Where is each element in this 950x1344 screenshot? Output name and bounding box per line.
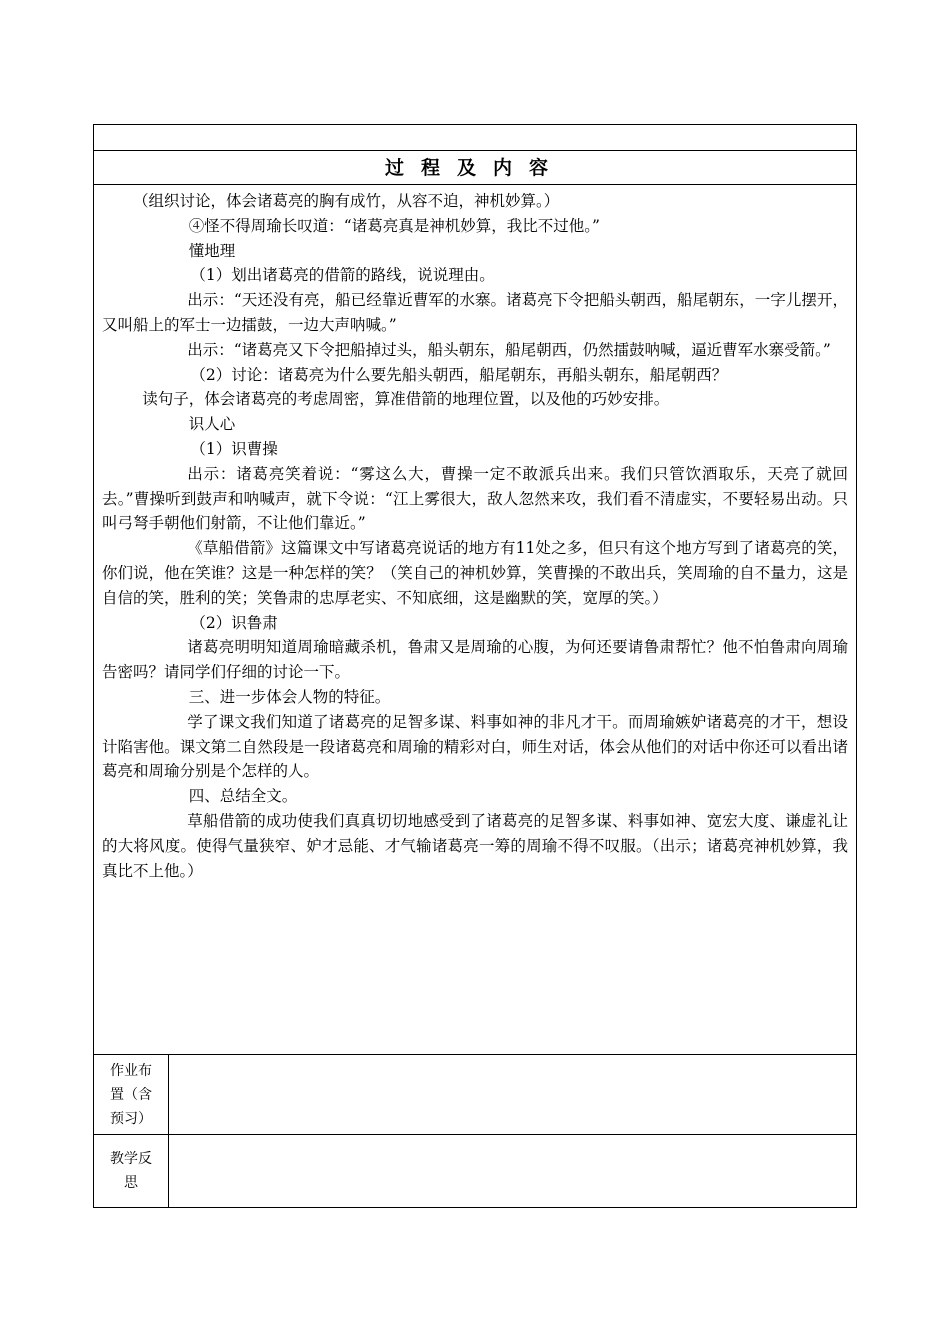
paragraph: 出示：诸葛亮笑着说：“雾这么大，曹操一定不敢派兵出来。我们只管饮酒取乐，天亮了就回去。”曹操听到鼓声和呐喊声，就下令说：“江上雾很大，敌人忽然来攻，我们看不清虚实，不要轻易出动。只叫弓弩手朝他们射箭，不让他们靠近。” [102,464,848,533]
paragraph: 出示：“天还没有亮，船已经靠近曹军的水寨。诸葛亮下令把船头朝西，船尾朝东，一字儿摆开，又叫船上的军士一边擂鼓，一边大声呐喊。” [102,291,848,334]
homework-label [94,1055,169,1134]
section-header: 过程及内容 [94,151,856,185]
reflection-label-line: 思 [124,1175,138,1191]
reflection-row [94,1135,856,1207]
paragraph: 四、总结全文。 [188,787,298,806]
reflection-label-line: 教学反 [110,1151,152,1167]
paragraph: 学了课文我们知道了诸葛亮的足智多谋、料事如神的非凡才干。而周瑜嫉妒诸葛亮的才干，想设计陷害他。课文第二自然段是一段诸葛亮和周瑜的精彩对白，师生对话，体会从他们的对话中你还可以看出诸葛亮和周瑜分别是个怎样的人。 [102,712,848,781]
paragraph: （2）讨论：诸葛亮为什么要先船头朝西，船尾朝东，再船头朝东，船尾朝西？ [190,365,728,384]
paragraph: 三、进一步体会人物的特征。 [188,687,391,706]
paragraph: 出示：“诸葛亮又下令把船掉过头，船头朝东，船尾朝西，仍然擂鼓呐喊，逼近曹军水寨受箭。” [187,340,831,359]
paragraph: （1）识曹操 [190,439,278,458]
homework-label-line: 置（含 [110,1086,152,1103]
paragraph: （组织讨论，体会诸葛亮的胸有成竹，从容不迫，神机妙算。） [133,192,560,210]
paragraph: 《草船借箭》这篇课文中写诸葛亮说话的地方有11处之多，但只有这个地方写到了诸葛亮的笑，你们说，他在笑谁？这是一种怎样的笑？（笑自己的神机妙算，笑曹操的不敢出兵，笑周瑜的自不量力，这是自信的笑，胜利的笑；笑鲁肃的忠厚老实、不知底细，这是幽默的笑，宽厚的笑。） [102,539,848,607]
blank-top-row [94,125,856,151]
content-cell [94,185,856,1055]
reflection-label [94,1135,169,1207]
paragraph: 诸葛亮明明知道周瑜暗藏杀机，鲁肃又是周瑜的心腹，为何还要请鲁肃帮忙？他不怕鲁肃向周瑜告密吗？请同学们仔细的讨论一下。 [102,638,848,682]
paragraph: （1）划出诸葛亮的借箭的路线，说说理由。 [190,266,495,285]
homework-label-line: 预习） [110,1110,152,1127]
lesson-table [93,124,857,1208]
homework-label-line: 作业布 [110,1062,152,1079]
paragraph: 识人心 [188,415,236,434]
homework-row [94,1055,856,1135]
paragraph: 草船借箭的成功使我们真真切切地感受到了诸葛亮的足智多谋、料事如神、宽宏大度、谦虚礼让的大将风度。使得气量狭窄、妒才忌能、才气输诸葛亮一筹的周瑜不得不叹服。（出示；诸葛亮神机妙算，我真比不上他。） [102,811,848,880]
paragraph: 读句子，体会诸葛亮的考虑周密，算准借箭的地理位置，以及他的巧妙安排。 [142,390,670,409]
paragraph: ④怪不得周瑜长叹道：“诸葛亮真是神机妙算，我比不过他。” [188,216,600,235]
paragraph: 懂地理 [188,241,236,260]
paragraph: （2）识鲁肃 [190,613,278,632]
